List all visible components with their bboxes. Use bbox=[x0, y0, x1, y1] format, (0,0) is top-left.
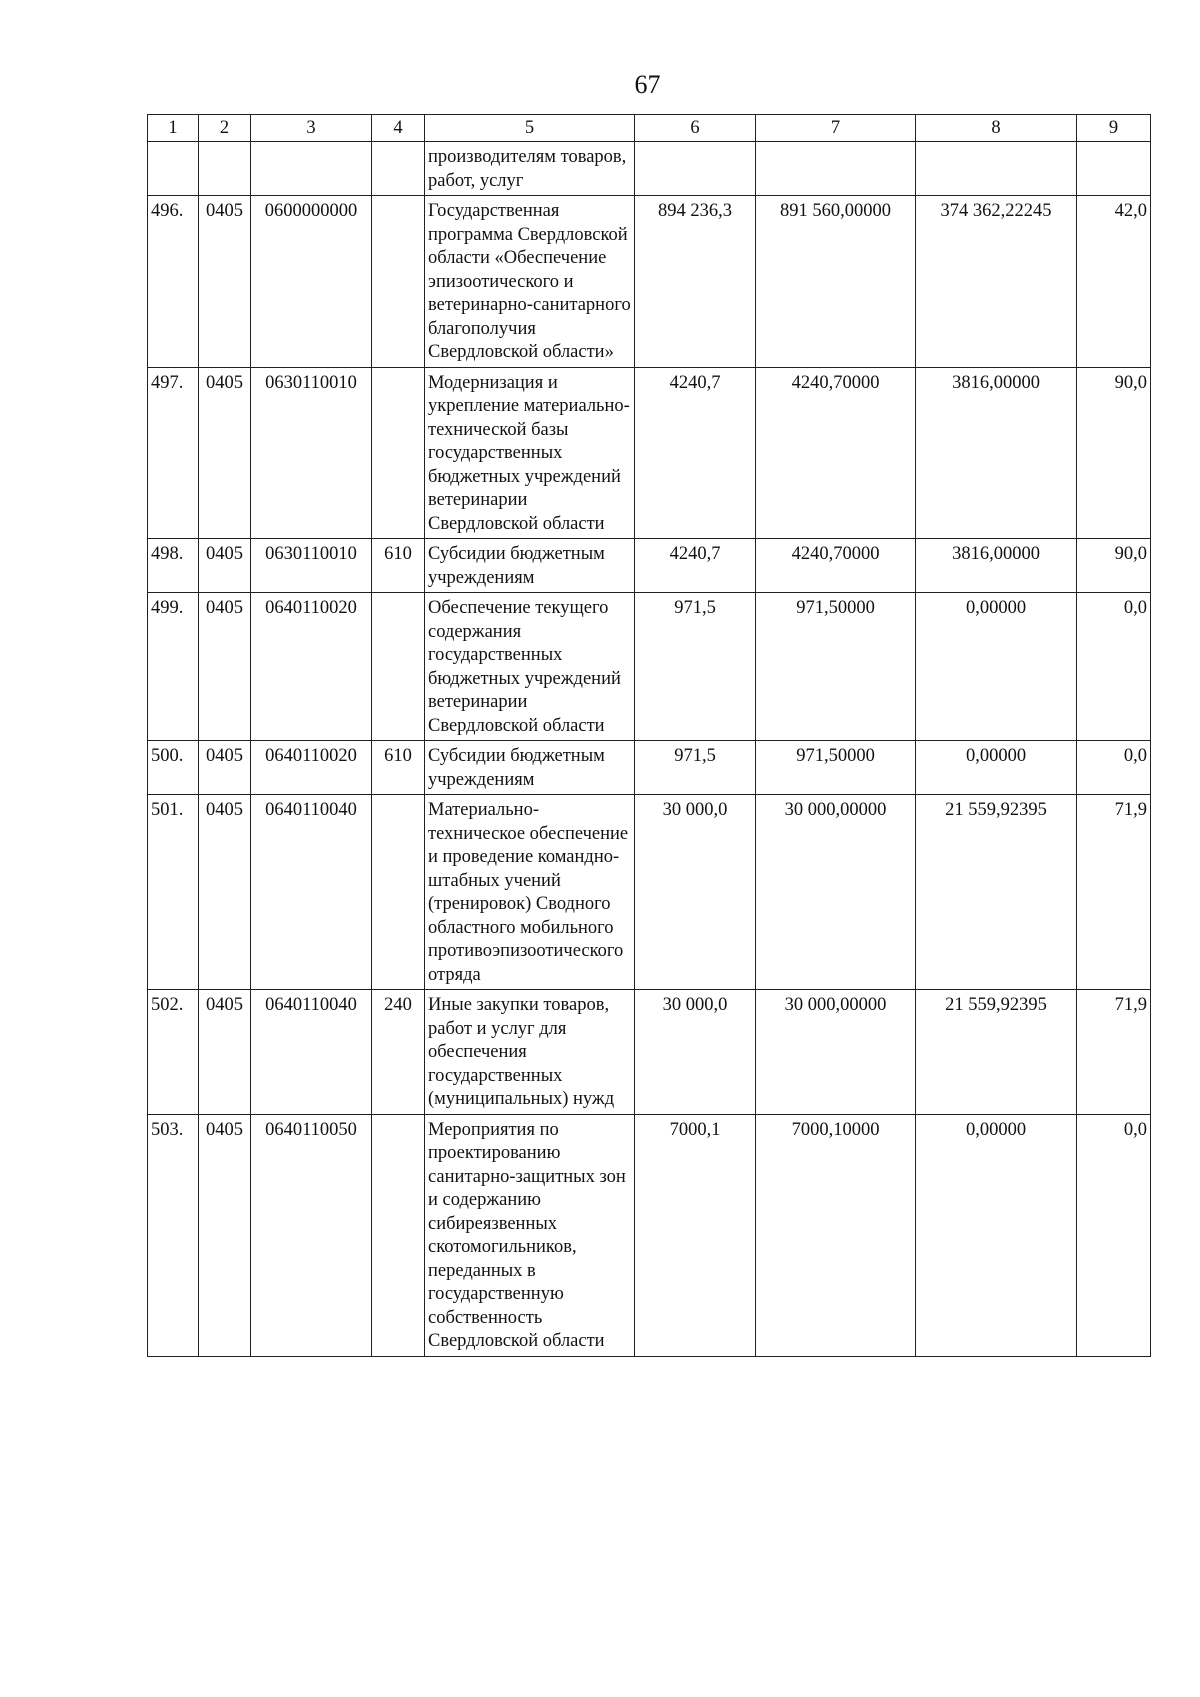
section-cell: 0405 bbox=[199, 1114, 251, 1356]
table-row bbox=[148, 142, 1151, 196]
item-name-cell: Субсидии бюджетным учреждениям bbox=[425, 539, 635, 593]
target-code-cell: 0640110020 bbox=[251, 741, 372, 795]
section-cell: 0405 bbox=[199, 196, 251, 368]
column-8-value: 3816,00000 bbox=[916, 367, 1077, 539]
row-number-cell bbox=[148, 142, 199, 196]
row-number-cell: 500. bbox=[148, 741, 199, 795]
column-9-value: 90,0 bbox=[1077, 367, 1151, 539]
row-number-cell: 498. bbox=[148, 539, 199, 593]
column-8-value: 21 559,92395 bbox=[916, 990, 1077, 1115]
item-name-cell: Мероприятия по проектированию санитарно-защитных зон и содержанию сибиреязвенных скотомогильников, переданных в государственную собственность Свердловской области bbox=[425, 1114, 635, 1356]
column-header: 7 bbox=[756, 115, 916, 142]
expense-type-cell: 610 bbox=[372, 539, 425, 593]
column-header: 9 bbox=[1077, 115, 1151, 142]
column-9-value: 0,0 bbox=[1077, 1114, 1151, 1356]
row-number-cell: 499. bbox=[148, 593, 199, 741]
target-code-cell bbox=[251, 142, 372, 196]
expense-type-cell: 240 bbox=[372, 990, 425, 1115]
column-9-value: 42,0 bbox=[1077, 196, 1151, 368]
column-8-value: 3816,00000 bbox=[916, 539, 1077, 593]
column-6-value: 4240,7 bbox=[635, 367, 756, 539]
item-name-cell: Государственная программа Свердловской области «Обеспечение эпизоотического и ветеринарно-санитарного благополучия Свердловской области» bbox=[425, 196, 635, 368]
column-8-value: 0,00000 bbox=[916, 1114, 1077, 1356]
section-cell: 0405 bbox=[199, 741, 251, 795]
table-row bbox=[148, 367, 1151, 539]
section-cell bbox=[199, 142, 251, 196]
section-cell: 0405 bbox=[199, 367, 251, 539]
column-6-value: 7000,1 bbox=[635, 1114, 756, 1356]
column-header: 5 bbox=[425, 115, 635, 142]
column-7-value: 4240,70000 bbox=[756, 539, 916, 593]
column-header: 4 bbox=[372, 115, 425, 142]
column-7-value: 971,50000 bbox=[756, 741, 916, 795]
budget-table bbox=[147, 114, 1151, 1357]
target-code-cell: 0640110040 bbox=[251, 795, 372, 990]
column-header: 6 bbox=[635, 115, 756, 142]
row-number-cell: 503. bbox=[148, 1114, 199, 1356]
target-code-cell: 0640110040 bbox=[251, 990, 372, 1115]
column-9-value: 0,0 bbox=[1077, 741, 1151, 795]
column-7-value: 891 560,00000 bbox=[756, 196, 916, 368]
row-number-cell: 502. bbox=[148, 990, 199, 1115]
item-name-cell: Иные закупки товаров, работ и услуг для обеспечения государственных (муниципальных) нужд bbox=[425, 990, 635, 1115]
column-6-value: 971,5 bbox=[635, 593, 756, 741]
column-7-value: 30 000,00000 bbox=[756, 990, 916, 1115]
table-row bbox=[148, 741, 1151, 795]
column-6-value: 4240,7 bbox=[635, 539, 756, 593]
expense-type-cell bbox=[372, 196, 425, 368]
column-8-value: 21 559,92395 bbox=[916, 795, 1077, 990]
row-number-cell: 496. bbox=[148, 196, 199, 368]
column-7-value: 971,50000 bbox=[756, 593, 916, 741]
section-cell: 0405 bbox=[199, 539, 251, 593]
column-7-value bbox=[756, 142, 916, 196]
row-number-cell: 501. bbox=[148, 795, 199, 990]
column-8-value bbox=[916, 142, 1077, 196]
table-row bbox=[148, 1114, 1151, 1356]
column-header: 8 bbox=[916, 115, 1077, 142]
target-code-cell: 0630110010 bbox=[251, 367, 372, 539]
expense-type-cell bbox=[372, 593, 425, 741]
table-header-row bbox=[148, 115, 1151, 142]
column-6-value: 30 000,0 bbox=[635, 795, 756, 990]
section-cell: 0405 bbox=[199, 593, 251, 741]
column-header: 2 bbox=[199, 115, 251, 142]
column-9-value: 90,0 bbox=[1077, 539, 1151, 593]
column-9-value: 71,9 bbox=[1077, 990, 1151, 1115]
column-header: 1 bbox=[148, 115, 199, 142]
column-header: 3 bbox=[251, 115, 372, 142]
table-row bbox=[148, 539, 1151, 593]
section-cell: 0405 bbox=[199, 990, 251, 1115]
column-9-value: 0,0 bbox=[1077, 593, 1151, 741]
table-row bbox=[148, 593, 1151, 741]
column-6-value: 971,5 bbox=[635, 741, 756, 795]
item-name-cell: производителям товаров, работ, услуг bbox=[425, 142, 635, 196]
column-6-value bbox=[635, 142, 756, 196]
column-9-value bbox=[1077, 142, 1151, 196]
row-number-cell: 497. bbox=[148, 367, 199, 539]
column-7-value: 7000,10000 bbox=[756, 1114, 916, 1356]
column-8-value: 374 362,22245 bbox=[916, 196, 1077, 368]
column-8-value: 0,00000 bbox=[916, 741, 1077, 795]
expense-type-cell bbox=[372, 795, 425, 990]
table-row bbox=[148, 795, 1151, 990]
item-name-cell: Материально-техническое обеспечение и проведение командно-штабных учений (тренировок) Сводного областного мобильного противоэпизоотического отряда bbox=[425, 795, 635, 990]
column-7-value: 30 000,00000 bbox=[756, 795, 916, 990]
target-code-cell: 0640110050 bbox=[251, 1114, 372, 1356]
column-8-value: 0,00000 bbox=[916, 593, 1077, 741]
column-6-value: 30 000,0 bbox=[635, 990, 756, 1115]
target-code-cell: 0630110010 bbox=[251, 539, 372, 593]
column-7-value: 4240,70000 bbox=[756, 367, 916, 539]
column-6-value: 894 236,3 bbox=[635, 196, 756, 368]
table-row bbox=[148, 990, 1151, 1115]
item-name-cell: Субсидии бюджетным учреждениям bbox=[425, 741, 635, 795]
expense-type-cell bbox=[372, 142, 425, 196]
column-9-value: 71,9 bbox=[1077, 795, 1151, 990]
page-number: 67 bbox=[634, 70, 661, 99]
item-name-cell: Обеспечение текущего содержания государственных бюджетных учреждений ветеринарии Свердловской области bbox=[425, 593, 635, 741]
target-code-cell: 0640110020 bbox=[251, 593, 372, 741]
item-name-cell: Модернизация и укрепление материально-технической базы государственных бюджетных учреждений ветеринарии Свердловской области bbox=[425, 367, 635, 539]
expense-type-cell: 610 bbox=[372, 741, 425, 795]
section-cell: 0405 bbox=[199, 795, 251, 990]
expense-type-cell bbox=[372, 1114, 425, 1356]
table-row bbox=[148, 196, 1151, 368]
target-code-cell: 0600000000 bbox=[251, 196, 372, 368]
expense-type-cell bbox=[372, 367, 425, 539]
